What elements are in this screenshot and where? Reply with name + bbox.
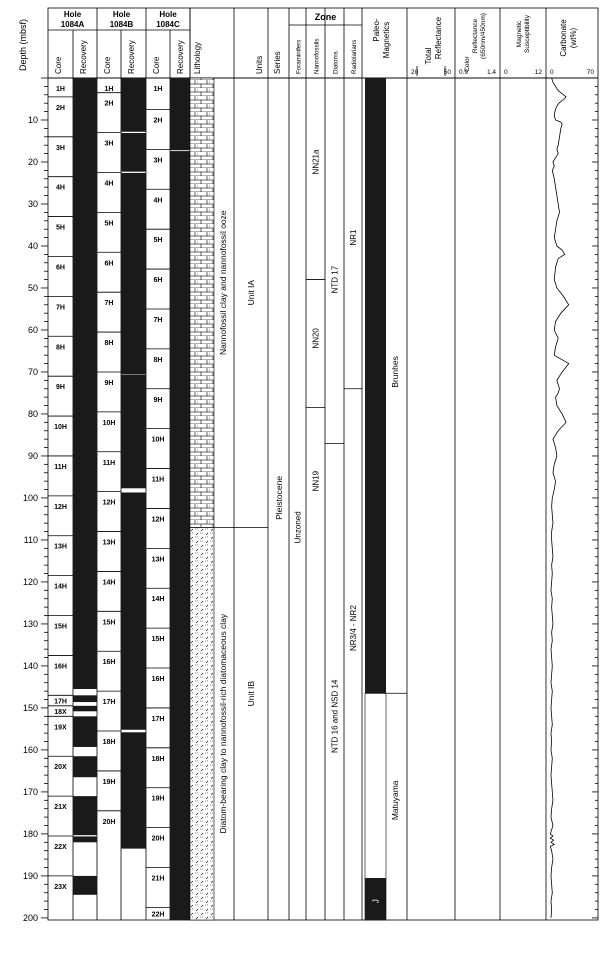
core-label: 21X [54, 804, 67, 812]
recovery-interval [73, 716, 97, 747]
recovery-interval [170, 78, 190, 150]
recovery-interval [121, 492, 146, 729]
core-label: 4H [153, 197, 163, 205]
core-label: 20H [151, 835, 165, 843]
recovery-interval [73, 876, 97, 895]
zone-subcolumn-title-nannofossils: Nannofossils [313, 38, 321, 74]
jaramillo-normal-polarity [365, 878, 386, 920]
carbonate-axis-min: 0 [550, 69, 554, 76]
core-label: 11H [151, 476, 165, 484]
core-label: 14H [102, 579, 116, 587]
core-label: 5H [104, 220, 114, 228]
core-column-title: Core [152, 56, 161, 74]
carbonate-title-line-2: (wt%) [569, 27, 578, 49]
depth-tick-label: 160 [22, 744, 38, 755]
core-column-title: Core [103, 56, 112, 74]
core-label: 11H [54, 463, 67, 471]
depth-tick-label: 80 [27, 408, 38, 419]
lithology-diatom-interval [190, 527, 214, 920]
core-label: 17H [102, 699, 116, 707]
series-label: Pleistocene [274, 475, 284, 520]
core-label: 2H [104, 100, 114, 108]
unit-label: Unit IA [246, 279, 256, 306]
matuyama-label: Matuyama [390, 780, 400, 821]
depth-tick-label: 130 [22, 618, 38, 629]
core-label: 14H [54, 583, 67, 591]
core-label: 10H [102, 419, 116, 427]
magsus-title-line-2: Susceptibility [524, 15, 531, 53]
depth-tick-label: 30 [27, 198, 38, 209]
core-label: 7H [56, 304, 65, 312]
core-label: 20X [54, 764, 67, 772]
color-title-line-1: Color [464, 56, 471, 72]
core-label: 8H [104, 340, 114, 348]
depth-tick-label: 150 [22, 702, 38, 713]
zone-subcolumn-title-radiolarians: Radiolarians [351, 39, 358, 74]
lithology-column-title: Lithology [193, 41, 202, 74]
lithology-lower-description: Diatom-bearing clay to nannofossil-rich diatomaceous clay [218, 613, 228, 834]
color-title-line-2: Reflectance [472, 18, 479, 54]
core-label: 11H [102, 459, 116, 467]
core-label: 15H [54, 623, 67, 631]
core-label: 3H [56, 144, 65, 152]
core-label: 9H [153, 396, 163, 404]
core-label: 21H [151, 875, 165, 883]
core-label: 22X [54, 844, 67, 852]
core-label: 8H [153, 356, 163, 364]
core-label: 1H [56, 86, 65, 93]
series-column [274, 476, 284, 520]
core-label: 1H [153, 86, 163, 93]
core-label: 3H [104, 140, 114, 148]
core-label: 12H [151, 516, 165, 524]
core-label: 5H [153, 237, 163, 245]
core-label: 18H [151, 755, 165, 763]
core-label: 15H [102, 619, 116, 627]
depth-tick-label: 140 [22, 660, 38, 671]
core-label: 14H [151, 596, 165, 604]
recovery-interval [121, 732, 146, 848]
core-label: 16H [102, 659, 116, 667]
depth-tick-label: 180 [22, 828, 38, 839]
reflectance-axis-max: 50 [443, 69, 451, 76]
lithology-nannofossil-interval [190, 78, 214, 527]
core-label: 4H [56, 184, 65, 192]
lithology-upper-description: Nannofossil clay and nannofossil ooze [218, 210, 228, 355]
core-label: 18H [102, 739, 116, 747]
core-label: 23X [54, 883, 67, 891]
zone-group-title: Zone [314, 12, 337, 22]
core-label: 8H [56, 344, 65, 352]
hole-title-word: Hole [159, 10, 177, 19]
core-label: 13H [151, 556, 165, 564]
recovery-column-title: Recovery [127, 40, 136, 74]
unit-label: Unit IB [246, 680, 256, 707]
depth-tick-label: 170 [22, 786, 38, 797]
hole-number: 1084B [109, 20, 134, 29]
color-axis-min: 0.9 [459, 69, 469, 76]
zone-label-nannofossils: NN19 [311, 470, 321, 492]
reflectance-title-line-2: Reflectance [434, 16, 443, 60]
recovery-interval [73, 78, 97, 689]
recovery-interval [73, 695, 97, 702]
zone-label-foraminifers: Unzoned [293, 511, 303, 544]
core-label: 7H [153, 316, 163, 324]
hole-number: 1084A [60, 20, 85, 29]
depth-tick-label: 200 [22, 912, 38, 923]
zone-label-nannofossils: NN21a [311, 149, 321, 175]
brunhes-normal-polarity [365, 78, 386, 693]
recovery-interval [121, 374, 146, 488]
zone-label-radiolarians: NR3/4 - NR2 [349, 605, 358, 652]
magsus-axis-min: 0 [504, 69, 508, 76]
zone-label-diatoms: NTD 16 and NSD 14 [330, 679, 340, 754]
core-label: 17H [54, 698, 67, 706]
core-label: 6H [56, 264, 65, 272]
magsus-title-line-1: Magnetic [516, 20, 523, 48]
core-label: 7H [104, 300, 114, 308]
core-label: 9H [56, 384, 65, 392]
core-label: 4H [104, 180, 114, 188]
core-label: 3H [153, 157, 163, 165]
core-label: 1H [104, 86, 114, 93]
core-label: 13H [54, 543, 67, 551]
depth-axis-title: Depth (mbsf) [18, 18, 28, 72]
series-column-title: Series [273, 51, 282, 74]
depth-tick-label: 60 [27, 324, 38, 335]
zone-subcolumn-title-diatoms: Diatoms [332, 51, 340, 74]
reflectance-title-line-1: Total [424, 47, 433, 65]
depth-tick-label: 70 [27, 366, 38, 377]
magsus-axis-max: 12 [534, 69, 542, 76]
recovery-interval [73, 756, 97, 777]
core-label: 10H [54, 424, 67, 432]
recovery-interval [73, 836, 97, 842]
recovery-interval [73, 706, 97, 711]
depth-tick-label: 10 [27, 114, 38, 125]
depth-tick-label: 90 [27, 450, 38, 461]
units-column-title: Units [255, 55, 264, 74]
depth-tick-label: 120 [22, 576, 38, 587]
core-column-title: Core [54, 56, 63, 74]
core-label: 12H [102, 499, 116, 507]
paleomag-title-line-2: Magnetics [382, 21, 391, 59]
reflectance-axis-min: 20 [411, 69, 419, 76]
core-label: 2H [153, 117, 163, 125]
core-label: 12H [54, 503, 67, 511]
core-label: 9H [104, 379, 114, 387]
zone-subcolumn-title-foraminifers: Foraminifers [295, 39, 303, 74]
core-label: 19H [151, 795, 165, 803]
depth-tick-label: 40 [27, 240, 38, 251]
recovery-interval [121, 133, 146, 172]
core-label: 5H [56, 224, 65, 232]
core-label: 22H [151, 911, 165, 919]
core-label: 18X [54, 709, 67, 717]
depth-tick-label: 110 [23, 534, 38, 545]
core-label: 16H [54, 663, 67, 671]
zone-label-diatoms: NTD 17 [330, 265, 340, 294]
color-axis-max: 1.4 [486, 69, 496, 76]
depth-tick-label: 20 [27, 156, 38, 167]
recovery-column-title: Recovery [79, 40, 88, 74]
recovery-interval [121, 78, 146, 132]
paleomag-title-line-1: Paleo- [372, 18, 381, 42]
recovery-interval [170, 151, 190, 920]
core-label: 19X [54, 724, 67, 732]
core-label: 6H [104, 260, 114, 268]
core-label: 2H [56, 104, 65, 112]
recovery-column-title: Recovery [176, 40, 185, 74]
hole-number: 1084C [156, 20, 180, 29]
recovery-interval [121, 173, 146, 374]
core-label: 19H [102, 778, 116, 786]
core-label: 16H [151, 676, 165, 684]
core-label: 10H [151, 436, 165, 444]
hole-title-word: Hole [63, 10, 82, 19]
depth-tick-label: 50 [27, 282, 38, 293]
depth-tick-label: 190 [22, 870, 38, 881]
carbonate-title-line-1: Carbonate [559, 19, 568, 57]
carbonate-axis-max: 70 [586, 69, 594, 76]
hole-title-word: Hole [112, 10, 131, 19]
core-label: 15H [151, 636, 165, 644]
brunhes-label: Brunhes [390, 356, 400, 388]
zone-label-radiolarians: NR1 [349, 229, 358, 246]
jaramillo-label: J [371, 899, 381, 904]
color-title-line-3: (650nm/450nm) [480, 13, 487, 59]
recovery-interval [73, 796, 97, 835]
core-label: 6H [153, 277, 163, 285]
depth-tick-label: 100 [22, 492, 38, 503]
core-label: 13H [102, 539, 116, 547]
core-label: 20H [102, 818, 116, 826]
core-label: 17H [151, 715, 165, 723]
zone-label-nannofossils: NN20 [311, 328, 321, 349]
